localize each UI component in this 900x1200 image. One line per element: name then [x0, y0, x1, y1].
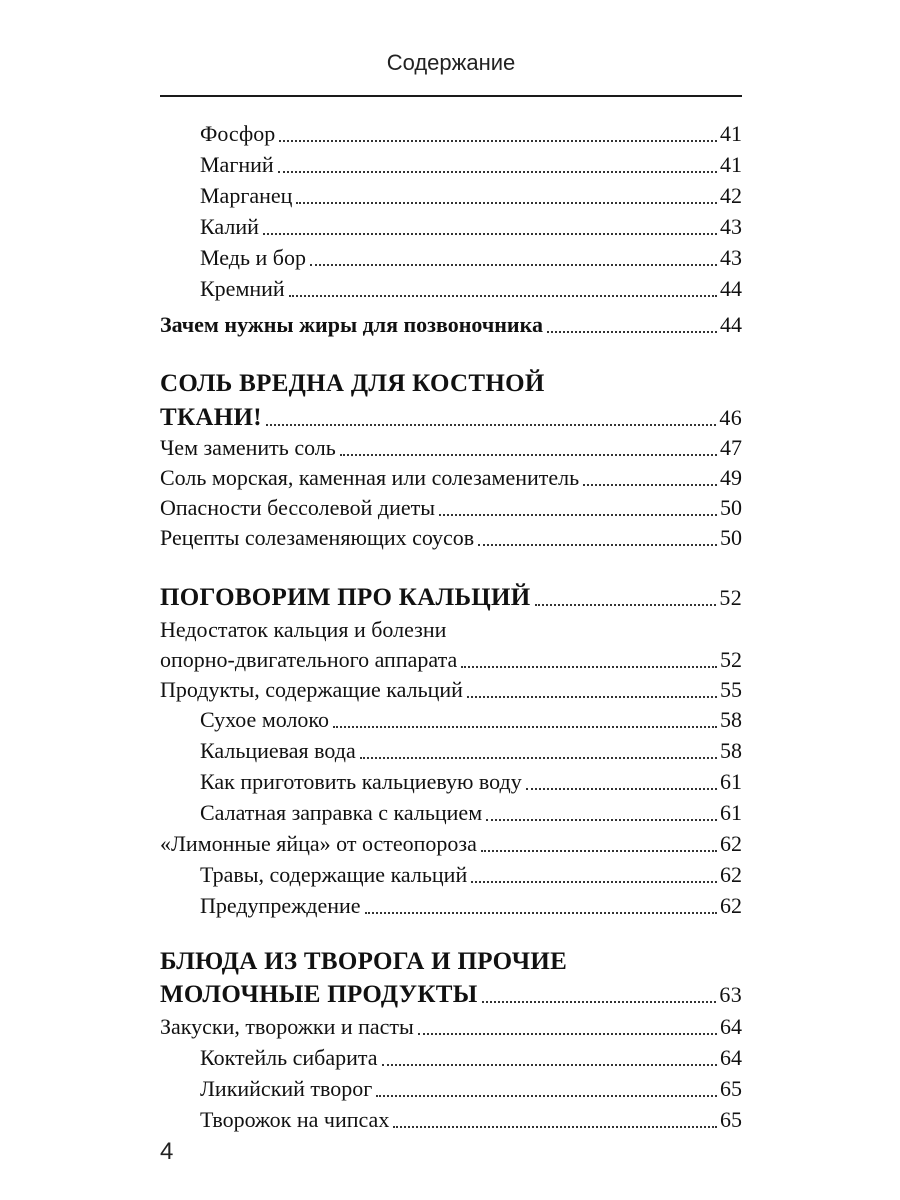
- toc-entry-deficiency-line1[interactable]: [160, 612, 742, 644]
- toc-chapter-title: ТКАНИ!: [160, 404, 262, 431]
- toc-entry-potassium[interactable]: [160, 209, 742, 241]
- toc-entry-make-calcium-water[interactable]: [160, 764, 742, 796]
- toc-entry-herbs[interactable]: [160, 857, 742, 889]
- toc-entry-page: 61: [720, 800, 742, 825]
- toc-entry-page: 43: [720, 214, 742, 239]
- toc-entry-lemon-eggs[interactable]: [160, 826, 742, 858]
- toc-entry-page: 52: [720, 647, 742, 672]
- toc-chapter-title: ПОГОВОРИМ ПРО КАЛЬЦИЙ: [160, 584, 531, 611]
- toc-entry-title: Зачем нужны жиры для позвоночника: [160, 312, 543, 337]
- toc-entry-title: Сухое молоко: [200, 707, 330, 732]
- toc-entry-page: 41: [720, 152, 742, 177]
- toc-chapter-salt-line2[interactable]: [160, 400, 742, 432]
- toc-entry-page: 55: [720, 677, 742, 702]
- dot-leader: [467, 695, 717, 698]
- toc-entry-dry-milk[interactable]: [160, 702, 742, 734]
- toc-entry-page: 58: [720, 738, 742, 763]
- running-header: Содержание: [386, 50, 516, 75]
- toc-chapter-title: БЛЮДА ИЗ ТВОРОГА И ПРОЧИЕ: [160, 948, 568, 975]
- dot-leader: [481, 849, 717, 852]
- toc-entry-title: Фосфор: [200, 121, 276, 146]
- dot-leader: [393, 1125, 717, 1128]
- toc-entry-page: 41: [720, 121, 742, 146]
- dot-leader: [365, 911, 717, 914]
- dot-leader: [278, 170, 717, 173]
- toc-entry-page: 47: [720, 435, 742, 460]
- toc-chapter-cottage-line2[interactable]: [160, 977, 742, 1009]
- toc-chapter-title: СОЛЬ ВРЕДНА ДЛЯ КОСТНОЙ: [160, 370, 545, 397]
- toc-entry-page: 46: [719, 405, 742, 430]
- dot-leader: [583, 483, 717, 486]
- toc-entry-snacks[interactable]: [160, 1009, 742, 1041]
- dot-leader: [486, 818, 717, 821]
- dot-leader: [439, 513, 717, 516]
- toc-entry-title: Травы, содержащие кальций: [200, 862, 468, 887]
- toc-entry-replace-salt[interactable]: [160, 430, 742, 462]
- dot-leader: [289, 294, 717, 297]
- toc-entry-chips-cheese[interactable]: [160, 1102, 742, 1134]
- toc-chapter-cottage-line1[interactable]: [160, 944, 742, 976]
- header-rule: [160, 95, 742, 97]
- toc-entry-page: 64: [720, 1045, 742, 1070]
- toc-entry-page: 64: [720, 1014, 742, 1039]
- toc-entry-title: Как приготовить кальциевую воду: [200, 769, 522, 794]
- toc-entry-page: 62: [720, 893, 742, 918]
- toc-chapter-calcium[interactable]: [160, 580, 742, 612]
- toc-entry-title: Магний: [200, 152, 274, 177]
- dot-leader: [526, 787, 717, 790]
- toc-chapter-salt-line1[interactable]: [160, 366, 742, 398]
- toc-entry-magnesium[interactable]: [160, 147, 742, 179]
- toc-entry-calcium-foods[interactable]: [160, 672, 742, 704]
- toc-entry-title: «Лимонные яйца» от остеопороза: [160, 831, 477, 856]
- toc-entry-page: 44: [720, 312, 742, 337]
- toc-entry-silicon[interactable]: [160, 271, 742, 303]
- toc-entry-page: 61: [720, 769, 742, 794]
- toc-entry-deficiency-line2[interactable]: [160, 642, 742, 674]
- toc-entry-title: Кальциевая вода: [200, 738, 356, 763]
- toc-entry-page: 43: [720, 245, 742, 270]
- toc-entry-page: 65: [720, 1076, 742, 1101]
- dot-leader: [471, 880, 717, 883]
- toc-entry-page: 58: [720, 707, 742, 732]
- dot-leader: [461, 665, 717, 668]
- toc-entry-title: Калий: [200, 214, 259, 239]
- dot-leader: [478, 543, 717, 546]
- toc-entry-page: 50: [720, 525, 742, 550]
- toc-entry-title: Кремний: [200, 276, 285, 301]
- toc-entry-page: 62: [720, 831, 742, 856]
- toc-entry-title: Медь и бор: [200, 245, 306, 270]
- toc-entry-copper-boron[interactable]: [160, 240, 742, 272]
- toc-entry-page: 62: [720, 862, 742, 887]
- dot-leader: [482, 1000, 717, 1003]
- dot-leader: [418, 1032, 717, 1035]
- toc-entry-fats[interactable]: [160, 307, 742, 339]
- toc-entry-saltfree-diet[interactable]: [160, 490, 742, 522]
- dot-leader: [263, 232, 717, 235]
- toc-entry-title: Предупреждение: [200, 893, 361, 918]
- toc-entry-salad-dressing[interactable]: [160, 795, 742, 827]
- dot-leader: [376, 1094, 717, 1097]
- toc-chapter-title: МОЛОЧНЫЕ ПРОДУКТЫ: [160, 981, 478, 1008]
- toc-entry-title: Недостаток кальция и болезни: [160, 617, 447, 642]
- toc-entry-page: 63: [719, 982, 742, 1007]
- toc-entry-page: 52: [719, 585, 742, 610]
- page-number: 4: [160, 1138, 174, 1165]
- toc-entry-sauces[interactable]: [160, 520, 742, 552]
- dot-leader: [266, 423, 717, 426]
- toc-entry-title: Марганец: [200, 183, 293, 208]
- toc-entry-page: 44: [720, 276, 742, 301]
- dot-leader: [547, 330, 717, 333]
- dot-leader: [279, 139, 717, 142]
- toc-entry-title: Ликийский творог: [200, 1076, 373, 1101]
- toc-entry-manganese[interactable]: [160, 178, 742, 210]
- toc-entry-title: опорно-двигательного аппарата: [160, 647, 458, 672]
- toc-entry-title: Салатная заправка с кальцием: [200, 800, 483, 825]
- toc-entry-calcium-water[interactable]: [160, 733, 742, 765]
- dot-leader: [333, 725, 717, 728]
- toc-entry-warning[interactable]: [160, 888, 742, 920]
- toc-entry-page: 65: [720, 1107, 742, 1132]
- toc-entry-title: Опасности бессолевой диеты: [160, 495, 435, 520]
- toc-entry-title: Коктейль сибарита: [200, 1045, 378, 1070]
- toc-entry-title: Рецепты солезаменяющих соусов: [160, 525, 475, 550]
- toc-entry-lycian-cheese[interactable]: [160, 1071, 742, 1103]
- toc-entry-title: Чем заменить соль: [160, 435, 336, 460]
- toc-entry-title: Соль морская, каменная или солезаменитель: [160, 465, 580, 490]
- toc-entry-title: Творожок на чипсах: [200, 1107, 390, 1132]
- toc-entry-salt-types[interactable]: [160, 460, 742, 492]
- toc-entry-page: 50: [720, 495, 742, 520]
- toc-entry-cocktail[interactable]: [160, 1040, 742, 1072]
- toc-entry-page: 49: [720, 465, 742, 490]
- dot-leader: [296, 201, 717, 204]
- dot-leader: [382, 1063, 717, 1066]
- dot-leader: [360, 756, 717, 759]
- dot-leader: [310, 263, 717, 266]
- toc-entry-phosphorus[interactable]: [160, 116, 742, 148]
- toc-entry-page: 42: [720, 183, 742, 208]
- dot-leader: [535, 603, 717, 606]
- dot-leader: [340, 453, 717, 456]
- toc-entry-title: Продукты, содержащие кальций: [160, 677, 463, 702]
- toc-entry-title: Закуски, творожки и пасты: [160, 1014, 414, 1039]
